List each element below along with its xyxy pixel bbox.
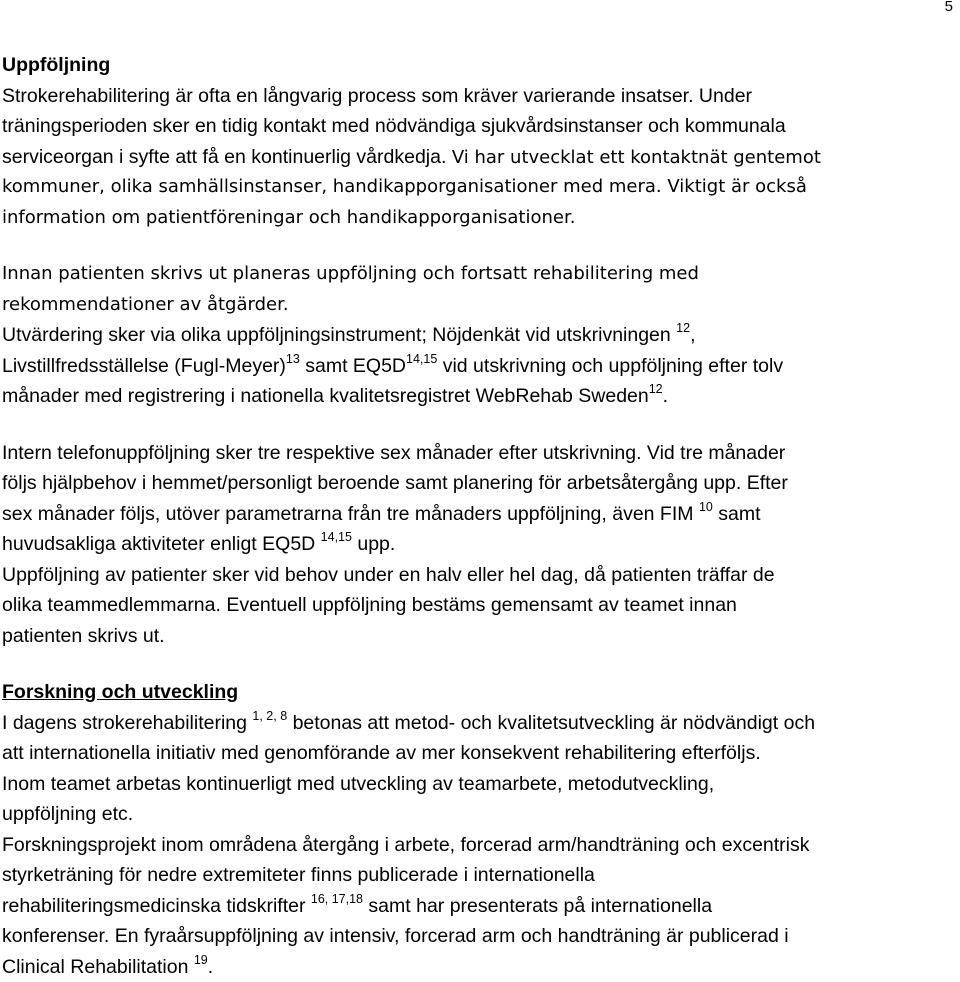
text-line: att internationella initiativ med genomförande av mer konsekvent rehabilitering efterföljs. [2,738,957,769]
section-heading-followup: Uppföljning [2,50,957,81]
text-line: Intern telefonuppföljning sker tre respektive sex månader efter utskrivning. Vid tre månader [2,438,957,469]
text-span: serviceorgan i syfte att få en kontinuerlig vårdkedja. [2,146,446,168]
text-span: månader med registrering i nationella kvalitetsregistret WebRehab Sweden [2,385,649,407]
text-line [2,381,957,412]
text-span: samt har presenterats på internationella [363,895,712,917]
text-line [2,891,957,922]
citation-superscript: 1, 2, 8 [252,709,287,723]
paragraph-evaluation [2,320,957,412]
text-line: Forskningsprojekt inom områdena återgång i arbete, forcerad arm/handträning och excentrisk [2,830,957,861]
section-research [2,677,957,982]
document-body [2,50,957,982]
text-span: . [208,956,213,978]
text-span: kommuner, olika samhällsinstanser, handikapporganisationer med mera. [2,176,662,197]
text-line: träningsperioden sker en tidig kontakt med nödvändiga sjukvårdsinstanser och kommunala [2,111,957,142]
text-span: , [690,324,695,346]
text-span: Utvärdering sker via olika uppföljningsinstrument; Nöjdenkät vid utskrivningen [2,324,676,346]
paragraph-telephone-followup [2,438,957,652]
text-line [2,529,957,560]
text-line [2,320,957,351]
text-line: olika teammedlemmarna. Eventuell uppföljning bestäms gemensamt av teamet innan [2,590,957,621]
citation-superscript: 10 [699,500,713,514]
paragraph-discharge [2,259,957,320]
text-line: styrketräning för nedre extremiteter finns publicerade i internationella [2,860,957,891]
text-span: sex månader följs, utöver parametrarna från tre månaders uppföljning, även FIM [2,503,699,525]
text-line [2,708,957,739]
text-span: betonas att metod- och kvalitetsutveckling är nödvändigt och [287,712,815,734]
text-span: samt [713,503,761,525]
text-line: Uppföljning av patienter sker vid behov under en halv eller hel dag, då patienten träffar de [2,560,957,591]
text-span: huvudsakliga aktiviteter enligt EQ5D [2,533,321,555]
text-line [2,351,957,382]
text-line [2,142,957,173]
citation-superscript: 13 [286,352,300,366]
text-span: Vi har utvecklat ett kontaktnät gentemot [452,147,821,168]
citation-superscript: 16, 17,18 [311,892,363,906]
text-line [2,952,957,982]
citation-superscript: 12 [649,382,663,396]
text-span: I dagens strokerehabilitering [2,712,252,734]
text-span: Clinical Rehabilitation [2,956,194,978]
text-line: Inom teamet arbetas kontinuerligt med utveckling av teamarbete, metodutveckling, [2,769,957,800]
text-span: upp. [352,533,395,555]
text-line: patienten skrivs ut. [2,621,957,652]
page-number: 5 [945,0,953,15]
text-line: information om patientföreningar och handikapporganisationer. [2,203,957,234]
text-span: vid utskrivning och uppföljning efter tolv [437,355,783,377]
text-line: uppföljning etc. [2,799,957,830]
text-line: följs hjälpbehov i hemmet/personligt beroende samt planering för arbetsåtergång upp. Efter [2,468,957,499]
text-line: rekommendationer av åtgärder. [2,290,957,321]
citation-superscript: 19 [194,953,208,967]
text-line: Innan patienten skrivs ut planeras uppföljning och fortsatt rehabilitering med [2,259,957,290]
text-span: . [663,385,668,407]
text-line [2,499,957,530]
citation-superscript: 14,15 [321,530,352,544]
text-line: konferenser. En fyraårsuppföljning av intensiv, forcerad arm och handträning är publicerad i [2,921,957,952]
text-span: samt EQ5D [300,355,406,377]
section-heading-research: Forskning och utveckling [2,677,957,708]
section-followup [2,50,957,651]
text-line: Strokerehabilitering är ofta en långvarig process som kräver varierande insatser. Under [2,81,957,112]
citation-superscript: 14,15 [406,352,437,366]
citation-superscript: 12 [676,321,690,335]
paragraph-intro [2,81,957,234]
text-span: rehabiliteringsmedicinska tidskrifter [2,895,311,917]
text-span: Viktigt är också [667,176,807,197]
text-span: Livstillfredsställelse (Fugl-Meyer) [2,355,286,377]
text-line [2,172,957,203]
